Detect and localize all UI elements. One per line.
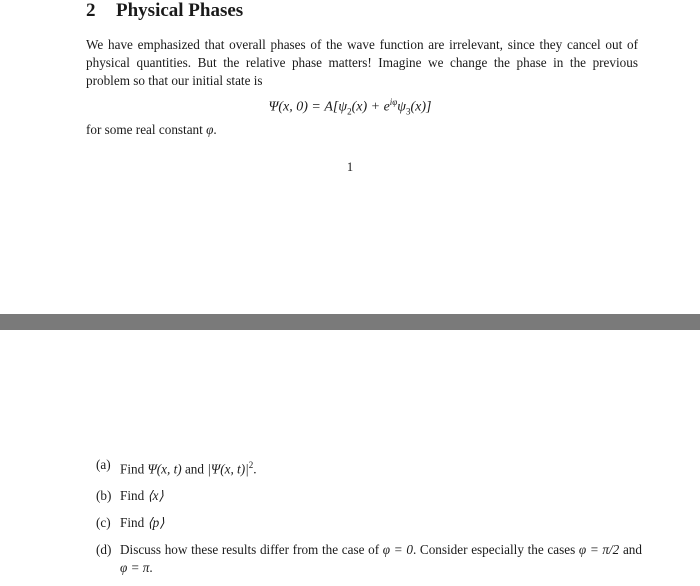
problem-parts (96, 456, 642, 586)
section-title: Physical Phases (116, 0, 244, 21)
part-label: (b) (96, 488, 112, 504)
section-number: 2 (86, 0, 96, 21)
section-heading (86, 0, 243, 22)
part-label: (c) (96, 515, 111, 531)
page-number: 1 (346, 160, 354, 174)
constant-note: for some real constant φ. (86, 122, 217, 137)
list-item: (c) Find ⟨p⟩ (96, 515, 165, 531)
page-lower (0, 330, 700, 577)
part-label: (d) (96, 542, 112, 558)
list-item: (a) Find Ψ(x, t) and |Ψ(x, $t)|^2$. (96, 457, 257, 477)
part-label: (a) (96, 457, 111, 472)
page-divider (0, 314, 700, 330)
initial-state-equation: Ψ(x, $0) = A[\psi_2(x) + e^{i\varphi}\psi_3(x)]$ (268, 97, 432, 117)
list-item: (b) Find ⟨x⟩ (96, 488, 164, 504)
intro-paragraph: We have emphasized that overall phases of the wave function are irrelevant, since they cancel out of physical quantities. But the relative phase matters! Imagine we change the phase in the previous problem so that our initial state is (86, 37, 638, 88)
list-item: (d) Discuss how these results differ from the case of φ = 0. Consider especially the cases φ = π/2 and φ = π. (96, 542, 642, 576)
